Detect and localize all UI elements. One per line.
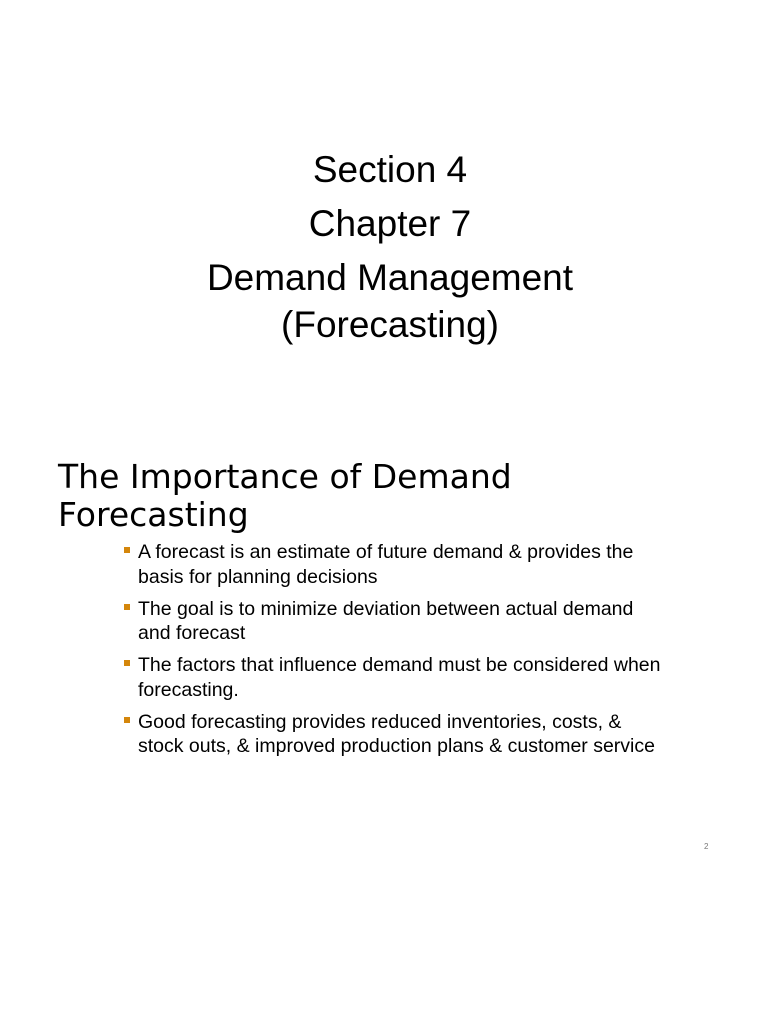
- page-number: 2: [704, 842, 709, 851]
- square-bullet-icon: [124, 660, 130, 666]
- slide-heading-line-2: Forecasting: [58, 495, 249, 534]
- chapter-subtitle: (Forecasting): [281, 304, 499, 345]
- chapter-title: Demand Management: [206, 257, 574, 298]
- slide-heading-line-1: The Importance of Demand: [58, 457, 512, 496]
- bullet-list: [124, 540, 664, 766]
- list-item-text: Good forecasting provides reduced inventories, costs, & stock outs, & improved production plans & customer service: [138, 710, 655, 757]
- square-bullet-icon: [124, 717, 130, 723]
- square-bullet-icon: [124, 604, 130, 610]
- list-item-text: A forecast is an estimate of future demand & provides the basis for planning decisions: [138, 541, 634, 588]
- slide-heading: [58, 458, 698, 534]
- list-item-text: The factors that influence demand must be considered when forecasting.: [138, 654, 661, 701]
- square-bullet-icon: [124, 547, 130, 553]
- chapter-label: Chapter 7: [308, 203, 472, 244]
- list-item: [124, 653, 664, 702]
- list-item: [124, 597, 664, 646]
- section-title: [0, 143, 768, 345]
- section-label: Section 4: [312, 149, 468, 190]
- list-item: [124, 540, 664, 589]
- list-item-text: The goal is to minimize deviation between actual demand and forecast: [138, 597, 634, 644]
- list-item: [124, 710, 664, 759]
